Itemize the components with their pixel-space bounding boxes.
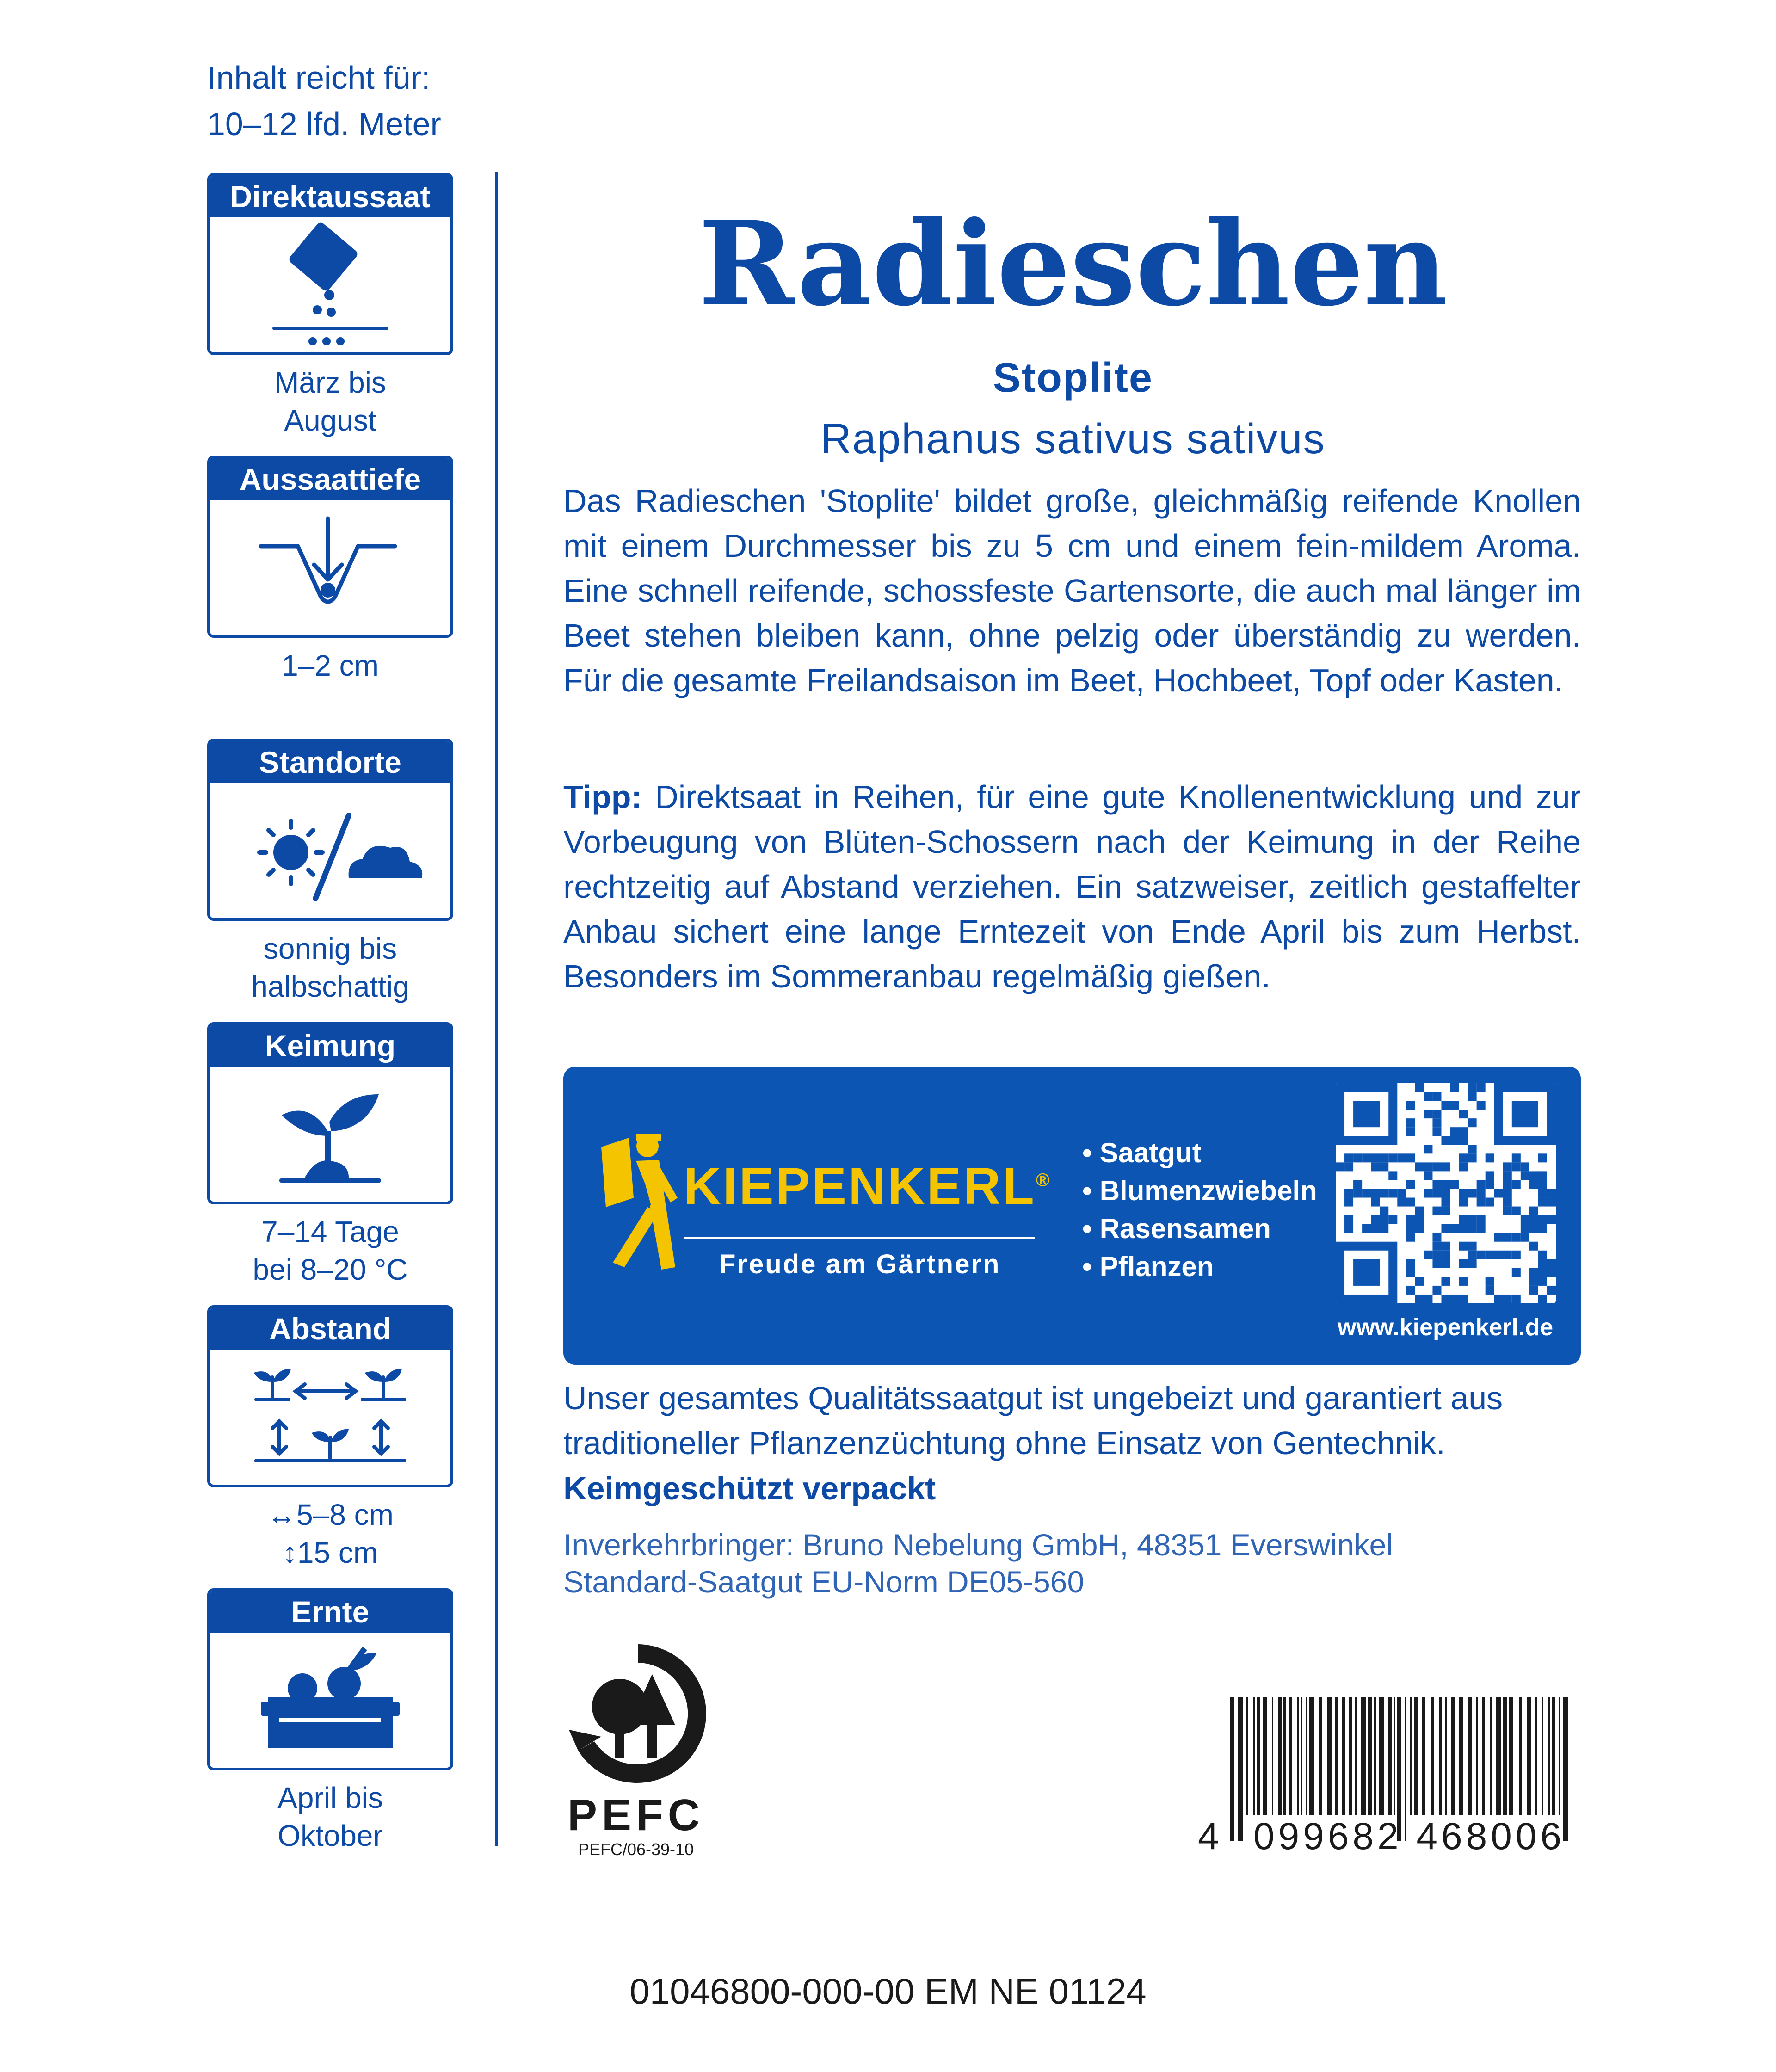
product-title: Radieschen [698,196,1448,332]
info-caption-line: Oktober [278,1819,383,1852]
info-caption-line: halbschattig [251,970,409,1003]
barcode-bar [1361,1697,1366,1815]
ean-first-digit: 4 [1198,1815,1219,1857]
info-caption [207,930,453,1005]
info-caption [207,1779,453,1855]
info-caption-line: 1–2 cm [282,649,379,682]
barcode-bar [1476,1697,1478,1815]
barcode-bar [1459,1697,1463,1815]
barcode-bar [1297,1697,1299,1815]
sun-cloud-icon [210,783,450,918]
info-box-spacing [207,1305,453,1487]
pefc-code: PEFC/06-39-10 [578,1840,694,1859]
packaging-note: Keimgeschützt verpackt [563,1470,936,1506]
barcode-bar [1238,1697,1243,1841]
qr-code-icon[interactable] [1336,1083,1556,1303]
barcode-bar [1503,1697,1507,1815]
ean-digits: 099682 468006 [1253,1815,1566,1857]
barcode-bar [1319,1697,1322,1815]
brand-underline [684,1237,1035,1239]
plant-spacing-icon [210,1350,450,1485]
product-categories [1082,1134,1317,1286]
info-box-harvest [207,1588,453,1770]
info-box-location [207,739,453,921]
info-caption [207,647,453,684]
barcode-bar [1451,1697,1455,1815]
sowing-depth-icon [210,500,450,635]
barcode-bar [1388,1697,1392,1815]
info-caption-line: ↕15 cm [282,1536,378,1569]
barcode-bar [1490,1697,1492,1815]
info-box-sowing-depth [207,456,453,638]
barcode-bar [1542,1697,1543,1815]
coverage-value: 10–12 lfd. Meter [207,106,441,142]
website-url[interactable]: www.kiepenkerl.de [1337,1314,1554,1341]
product-variety: Stoplite [993,355,1153,401]
barcode-bar [1342,1697,1345,1815]
barcode-bar [1374,1697,1376,1815]
info-caption [207,364,453,439]
distributor-line: Inverkehrbringer: Bruno Nebelung GmbH, 48351 Everswinkel [563,1528,1393,1562]
info-box-title: Aussaattiefe [210,458,450,500]
hiker-logo-icon [597,1128,684,1276]
info-caption-line: ↔5–8 cm [267,1498,394,1531]
brand-name [684,1156,1051,1216]
barcode-bar [1230,1697,1234,1841]
category-item: • Saatgut [1082,1134,1317,1172]
category-item: • Rasensamen [1082,1210,1317,1248]
quality-statement: Unser gesamtes Qualitätssaatgut ist ungebeizt und garantiert aus traditioneller Pflanzenzüchtung ohne Einsatz von Gentechnik. [563,1380,1503,1461]
category-item: • Blumenzwiebeln [1082,1172,1317,1210]
info-box-title: Direktaussaat [210,176,450,217]
barcode-bar [1335,1697,1338,1815]
barcode-bar [1253,1697,1255,1815]
info-box-title: Abstand [210,1308,450,1350]
brand-wordmark: KIEPENKERL [684,1157,1036,1215]
barcode-bar [1552,1697,1555,1815]
tip-text: Direktsaat in Reihen, für eine gute Knollenentwicklung und zur Vorbeugung von Blüten-Schossern nach der Keimung in der Reihe rechtzeitig auf Abstand verziehen. Ein satzweiser, zeitlich gestaffelter Anbau sichert eine lange Erntezeit von Ende April bis zum Herbst. Besonders im Sommeranbau regelmäßig gießen. [563,779,1581,994]
barcode-bar [1368,1697,1372,1815]
barcode-bar [1445,1697,1447,1815]
coverage-amount [207,55,441,147]
barcode-bar [1496,1697,1501,1815]
info-caption-line: 7–14 Tage [261,1215,399,1248]
info-caption-line: März bis [274,366,386,399]
info-caption [207,1496,453,1572]
registered-mark: ® [1036,1170,1052,1190]
coverage-label: Inhalt reicht für: [207,60,431,96]
column-divider [495,172,498,1846]
barcode-bar [1431,1697,1434,1815]
barcode-bar [1327,1697,1332,1815]
info-box-direct-sowing [207,173,453,355]
barcode-bar [1535,1697,1537,1815]
barcode-bar [1509,1697,1513,1815]
sowing-bag-icon [210,217,450,352]
barcode-bar [1272,1697,1273,1815]
harvest-crate-icon [210,1633,450,1768]
pefc-logo-icon [560,1637,717,1790]
barcode-bar [1301,1697,1302,1815]
barcode-bar [1422,1697,1425,1815]
product-latin-name: Raphanus sativus sativus [820,415,1326,462]
brand-slogan: Freude am Gärtnern [719,1249,1001,1279]
barcode-bar [1527,1697,1531,1815]
barcode-bar [1468,1697,1472,1815]
product-description: Das Radieschen 'Stoplite' bildet große, gleichmäßig reifende Knollen mit einem Durchmesser bis zu 5 cm und einem fein-mildem Aroma. Eine schnell reifende, schossfeste Gartensorte, die auch mal länger im Beet stehen bleiben kann, ohne pelzig oder überständig zu werden. Für die gesamte Freilandsaison im Beet, Hochbeet, Topf oder Kasten. [563,483,1581,698]
barcode-bar [1439,1697,1442,1815]
info-box-title: Standorte [210,741,450,783]
barcode-bar [1559,1697,1560,1815]
info-caption-line: sonnig bis [263,932,397,965]
barcode-bar [1246,1697,1248,1815]
barcode-bar [1349,1697,1352,1815]
info-box-title: Ernte [210,1591,450,1633]
seed-standard-line: Standard-Saatgut EU-Norm DE05-560 [563,1565,1085,1599]
barcode-bar [1355,1697,1357,1815]
tip-label: Tipp: [563,779,642,815]
barcode-bar [1482,1697,1485,1815]
barcode-bar [1309,1697,1314,1815]
barcode-bar [1289,1697,1292,1815]
growing-tip [563,775,1581,999]
info-caption-line: April bis [278,1781,383,1814]
barcode-bar [1379,1697,1384,1815]
barcode-bar [1306,1697,1307,1815]
info-caption [207,1213,453,1289]
seedling-icon [210,1067,450,1202]
info-box-germination [207,1022,453,1204]
info-caption-line: bei 8–20 °C [253,1253,408,1286]
barcode-bar [1519,1697,1522,1815]
barcode-bar [1257,1697,1260,1815]
pefc-label: PEFC [567,1790,705,1840]
category-item: • Pflanzen [1082,1248,1317,1286]
barcode-bar [1283,1697,1286,1815]
barcode-bar [1394,1697,1395,1815]
barcode-bar [1414,1697,1418,1815]
barcode-bar [1410,1697,1412,1815]
info-box-title: Keimung [210,1025,450,1067]
barcode-bar [1278,1697,1282,1815]
legal-info [563,1526,1393,1600]
barcode-bar [1263,1697,1267,1815]
info-caption-line: August [284,404,376,437]
barcode-bar [1548,1697,1550,1815]
article-code: 01046800-000-00 EM NE 01124 [629,1971,1147,2011]
